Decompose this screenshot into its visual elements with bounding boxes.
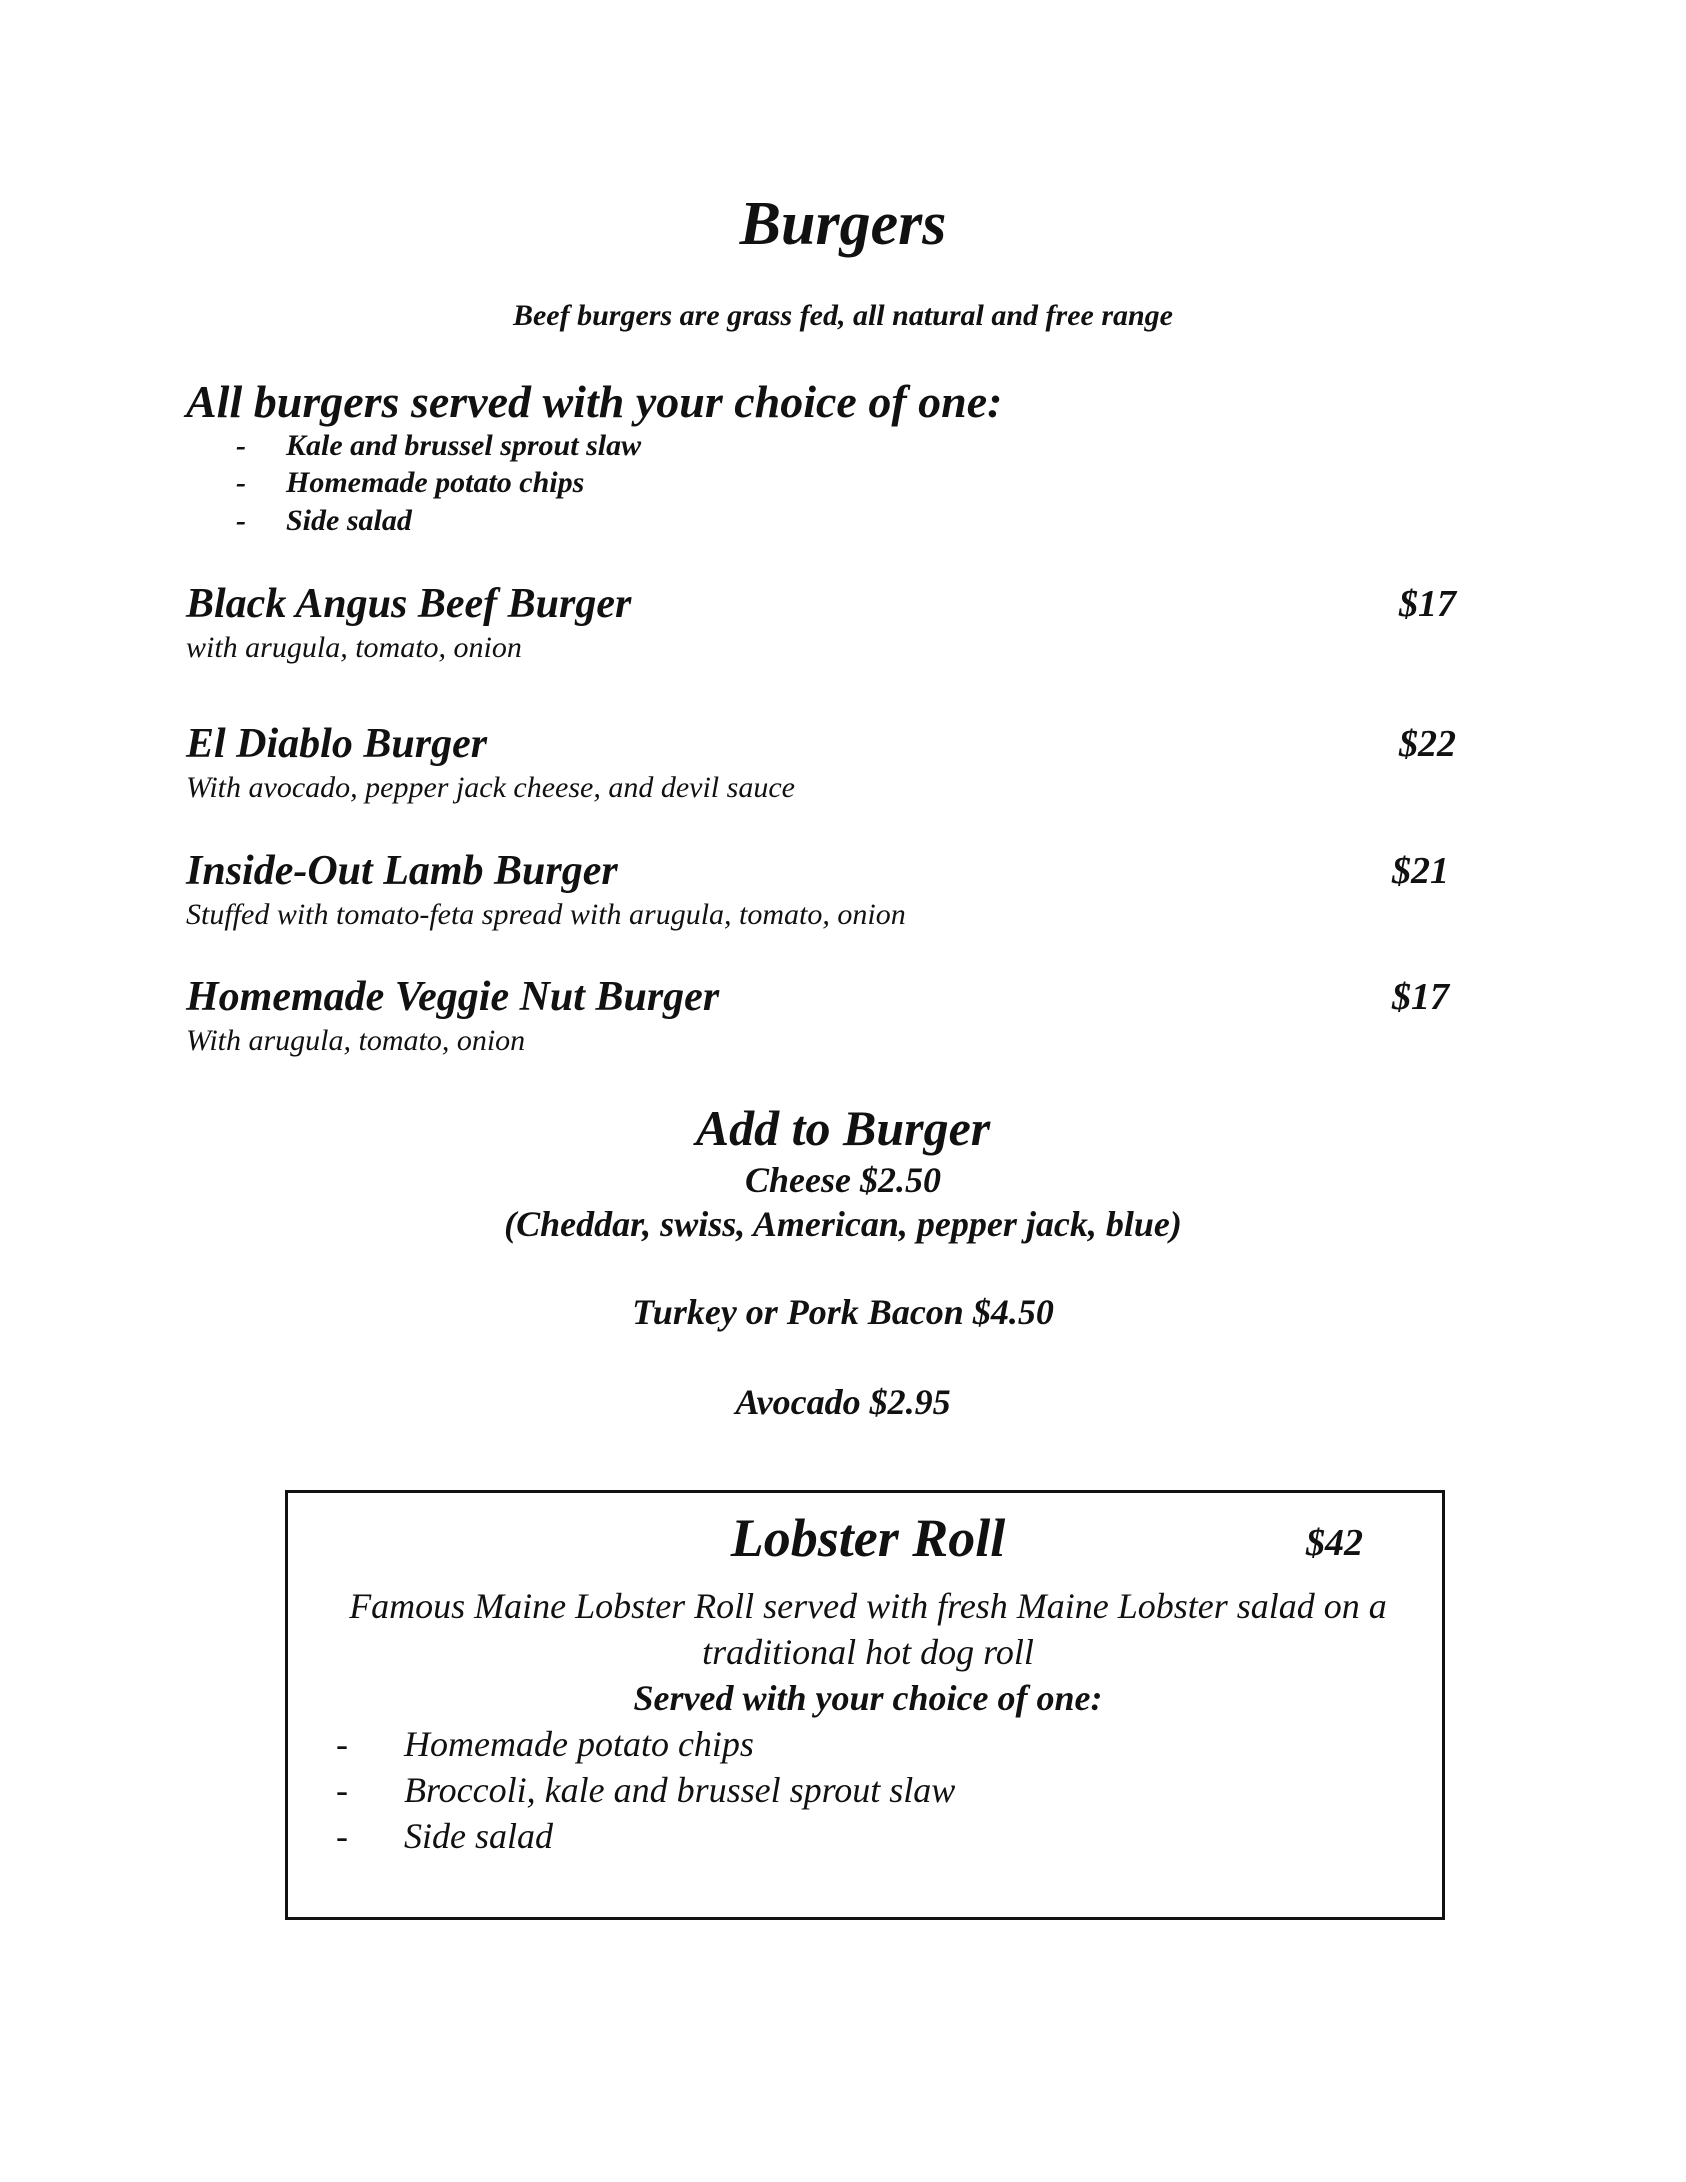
burger-description: With avocado, pepper jack cheese, and devil sauce: [186, 771, 795, 804]
sides-heading: All burgers served with your choice of one:: [186, 376, 1003, 427]
side-option: [236, 503, 412, 539]
addon-bacon: Turkey or Pork Bacon $4.50: [632, 1292, 1054, 1332]
lobster-side-label: Broccoli, kale and brussel sprout slaw: [404, 1770, 956, 1810]
bullet-dash: -: [236, 466, 246, 499]
burger-name: Homemade Veggie Nut Burger: [186, 974, 720, 1020]
burger-description: Stuffed with tomato-feta spread with arugula, tomato, onion: [186, 898, 906, 931]
menu-title: Burgers: [739, 190, 947, 258]
addon-cheese: Cheese $2.50: [745, 1160, 941, 1200]
side-option: [236, 465, 584, 501]
lobster-side-option: [336, 1721, 754, 1767]
lobster-description: Famous Maine Lobster Roll served with fresh Maine Lobster salad on a traditional hot dog roll: [349, 1586, 1387, 1672]
lobster-side-option: [336, 1813, 553, 1859]
menu-subtitle: Beef burgers are grass fed, all natural and free range: [512, 299, 1173, 332]
burger-name: El Diablo Burger: [186, 721, 488, 767]
addon-cheese-options: (Cheddar, swiss, American, pepper jack, blue): [504, 1204, 1182, 1244]
burger-price: $21: [1392, 850, 1449, 892]
side-option: [236, 428, 641, 464]
burger-price: $17: [1399, 583, 1456, 625]
lobster-title: Lobster Roll: [730, 1508, 1006, 1568]
burger-description: with arugula, tomato, onion: [186, 631, 522, 664]
side-option-label: Side salad: [286, 504, 412, 537]
bullet-dash: -: [336, 1816, 348, 1856]
side-option-label: Kale and brussel sprout slaw: [286, 429, 642, 462]
addons-title: Add to Burger: [695, 1100, 991, 1156]
bullet-dash: -: [336, 1724, 348, 1764]
lobster-roll-box: [285, 1490, 1445, 1920]
burger-price: $22: [1399, 723, 1456, 765]
burger-name: Inside-Out Lamb Burger: [186, 848, 618, 894]
lobster-side-option: [336, 1767, 955, 1813]
bullet-dash: -: [336, 1770, 348, 1810]
addon-avocado: Avocado $2.95: [735, 1382, 951, 1422]
burger-name: Black Angus Beef Burger: [186, 581, 632, 627]
burger-description: With arugula, tomato, onion: [186, 1024, 526, 1057]
lobster-price: $42: [1306, 1522, 1363, 1564]
lobster-side-label: Side salad: [404, 1816, 553, 1856]
bullet-dash: -: [236, 429, 246, 462]
burger-price: $17: [1392, 976, 1449, 1018]
lobster-choice-heading: Served with your choice of one:: [633, 1678, 1103, 1718]
side-option-label: Homemade potato chips: [286, 466, 585, 499]
bullet-dash: -: [236, 504, 246, 537]
lobster-side-label: Homemade potato chips: [404, 1724, 754, 1764]
